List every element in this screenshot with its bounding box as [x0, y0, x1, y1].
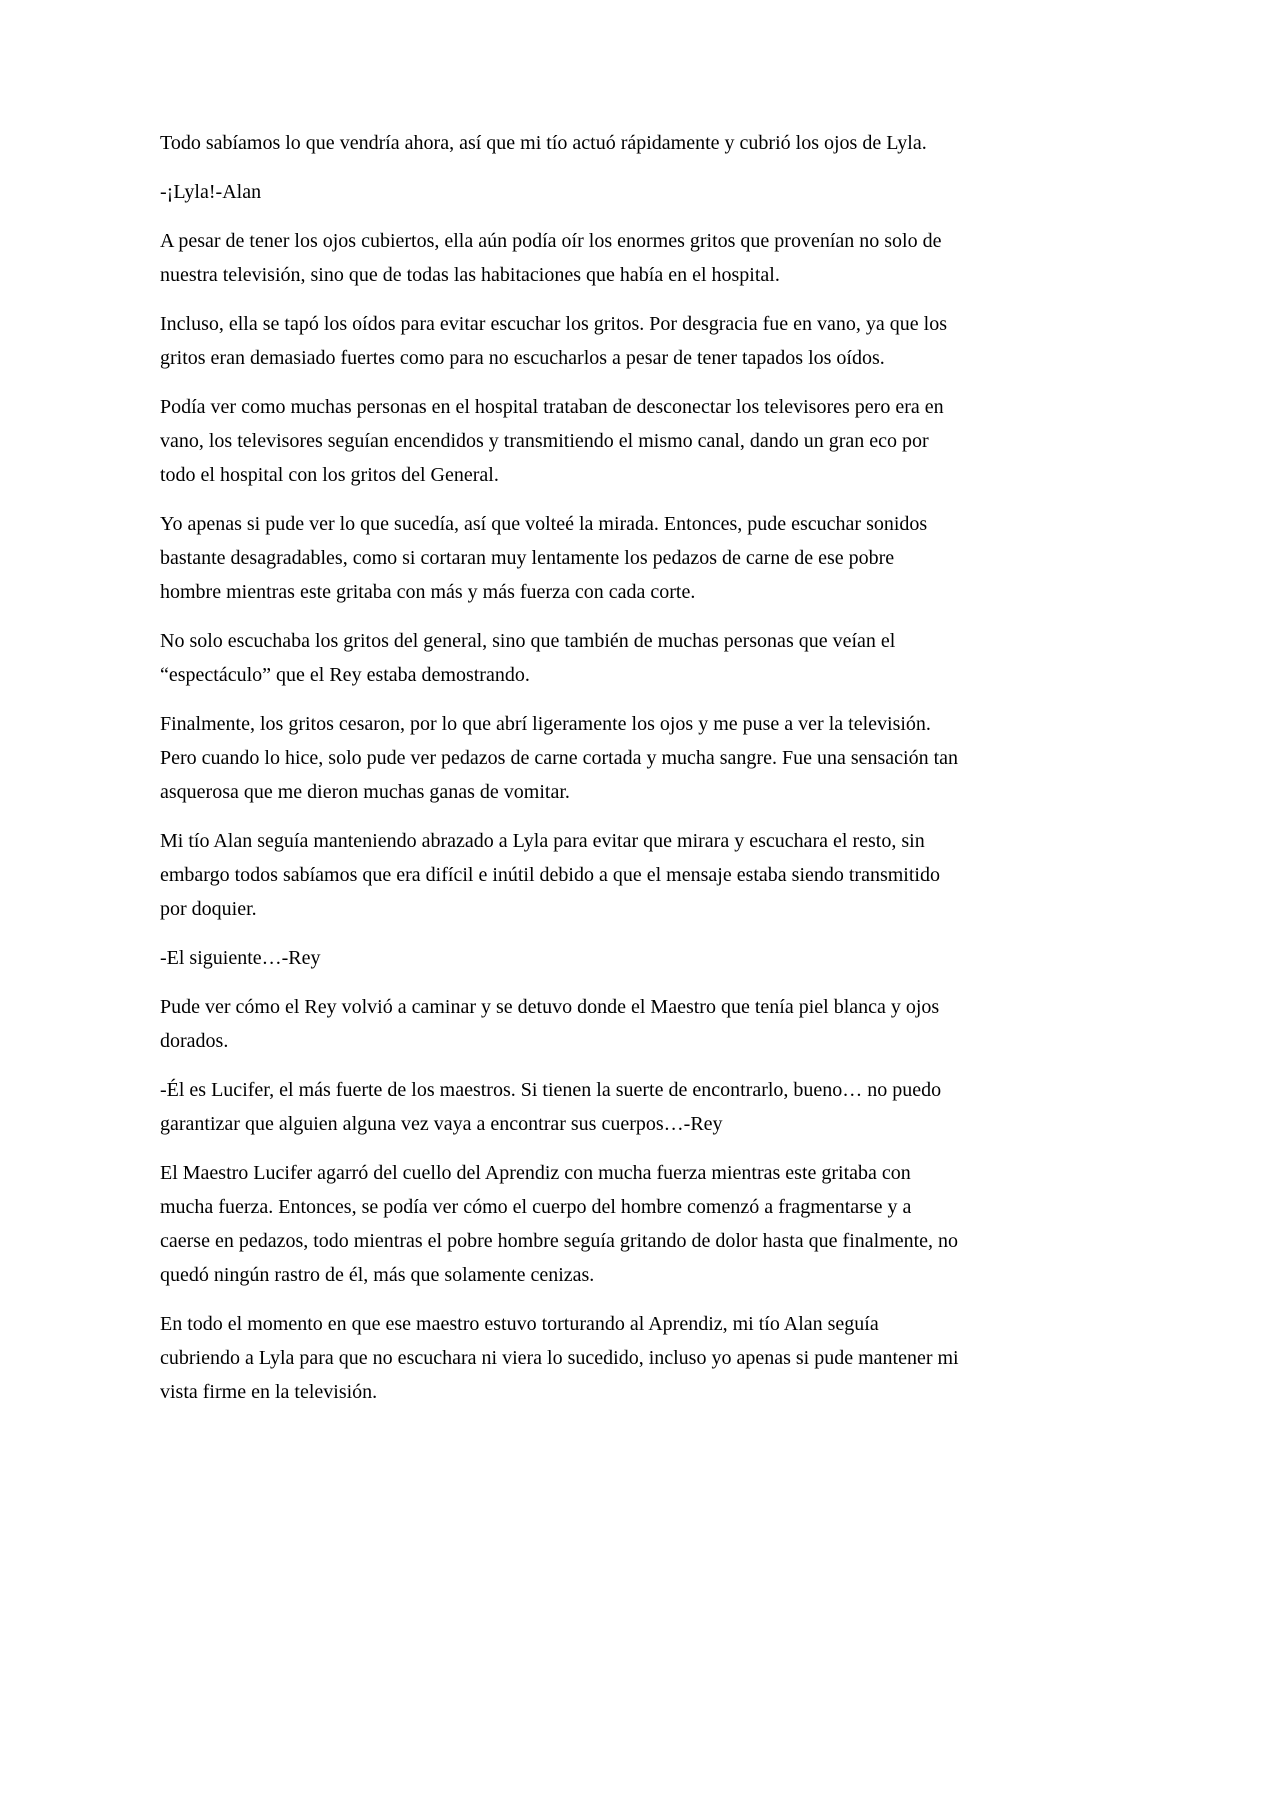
paragraph-narration: En todo el momento en que ese maestro estuvo torturando al Aprendiz, mi tío Alan seguía cubriendo a Lyla para que no escuchara ni viera lo sucedido, incluso yo apenas si pude mantener mi vista firme en la televisión. [160, 1313, 959, 1403]
paragraph-dialogue-rey: -Él es Lucifer, el más fuerte de los maestros. Si tienen la suerte de encontrarlo, bueno… no puedo garantizar que alguien alguna vez vaya a encontrar sus cuerpos…-Rey [160, 1079, 942, 1135]
paragraph-narration: Yo apenas si pude ver lo que sucedía, así que volteé la mirada. Entonces, pude escuchar sonidos bastante desagradables, como si cortaran muy lentamente los pedazos de carne de ese pobre hombre mientras este gritaba con más y más fuerza con cada corte. [160, 513, 928, 603]
paragraph-narration: A pesar de tener los ojos cubiertos, ella aún podía oír los enormes gritos que provenían no solo de nuestra televisión, sino que de todas las habitaciones que había en el hospital. [160, 230, 942, 286]
paragraph-narration: Incluso, ella se tapó los oídos para evitar escuchar los gritos. Por desgracia fue en vano, ya que los gritos eran demasiado fuertes como para no escucharlos a pesar de tener tapados los oídos. [160, 313, 947, 369]
paragraph-narration: No solo escuchaba los gritos del general, sino que también de muchas personas que veían el “espectáculo” que el Rey estaba demostrando. [160, 630, 896, 686]
paragraph-narration: Finalmente, los gritos cesaron, por lo que abrí ligeramente los ojos y me puse a ver la televisión. Pero cuando lo hice, solo pude ver pedazos de carne cortada y mucha sangre. Fue una sensación tan asquerosa que me dieron muchas ganas de vomitar. [160, 713, 959, 803]
paragraph-narration: Podía ver como muchas personas en el hospital trataban de desconectar los televisores pero era en vano, los televisores seguían encendidos y transmitiendo el mismo canal, dando un gran eco por todo el hospital con los gritos del General. [160, 396, 944, 486]
paragraph-narration: Mi tío Alan seguía manteniendo abrazado a Lyla para evitar que mirara y escuchara el resto, sin embargo todos sabíamos que era difícil e inútil debido a que el mensaje estaba siendo transmitido por doquier. [160, 830, 940, 920]
paragraph-dialogue-rey: -El siguiente…-Rey [160, 947, 321, 969]
paragraph-narration: El Maestro Lucifer agarró del cuello del Aprendiz con mucha fuerza mientras este gritaba con mucha fuerza. Entonces, se podía ver cómo el cuerpo del hombre comenzó a fragmentarse y a caerse en pedazos, todo mientras el pobre hombre seguía gritando de dolor hasta que finalmente, no quedó ningún rastro de él, más que solamente cenizas. [160, 1162, 959, 1286]
paragraph-dialogue-alan: -¡Lyla!-Alan [160, 181, 262, 203]
paragraph-narration: Pude ver cómo el Rey volvió a caminar y se detuvo donde el Maestro que tenía piel blanca y ojos dorados. [160, 996, 940, 1052]
paragraph-narration: Todo sabíamos lo que vendría ahora, así que mi tío actuó rápidamente y cubrió los ojos de Lyla. [160, 132, 927, 154]
document-body [160, 126, 960, 1409]
